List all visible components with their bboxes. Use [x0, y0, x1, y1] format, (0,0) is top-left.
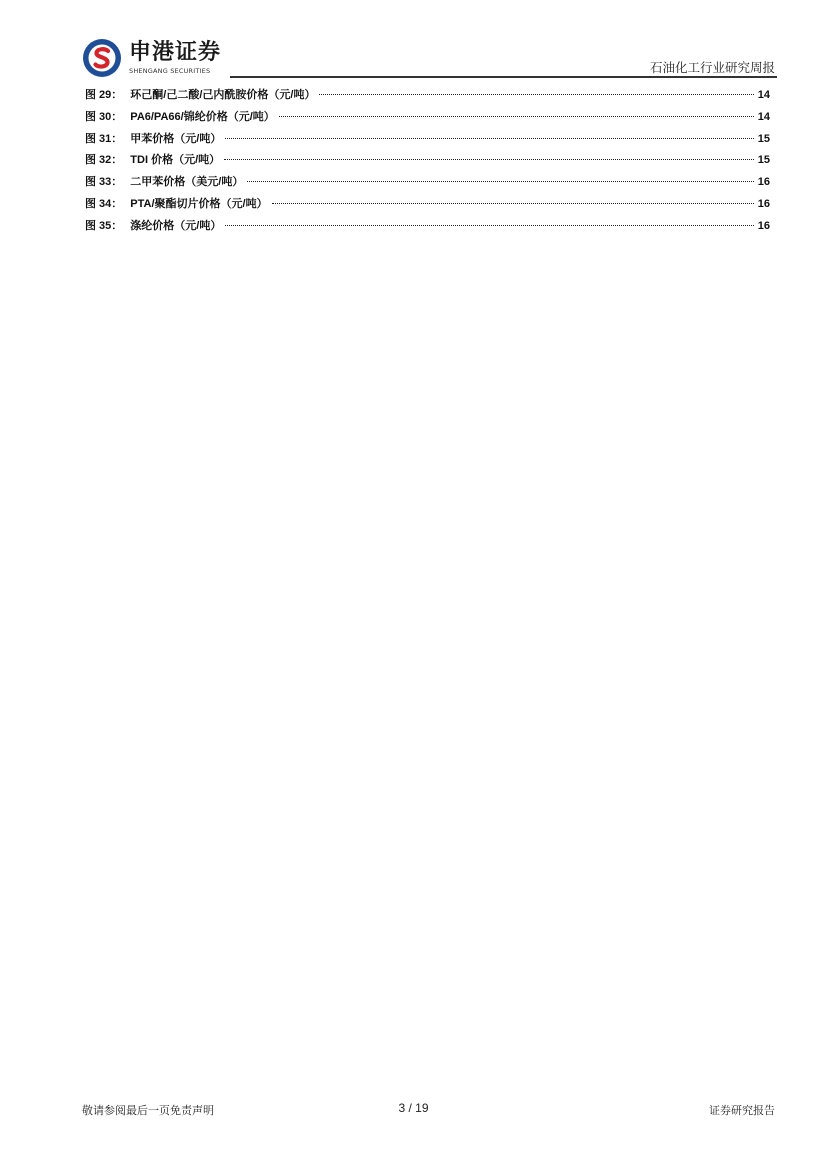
toc-page-number: 16 [757, 176, 770, 189]
toc-number: 图 33： [85, 176, 123, 189]
toc-number: 图 30： [85, 110, 123, 123]
toc-entry[interactable] [85, 197, 770, 219]
toc-number: 图 29： [85, 89, 123, 101]
toc-leader [224, 159, 754, 160]
toc-entry[interactable] [85, 132, 770, 154]
toc-number: 图 35： [85, 219, 123, 232]
toc-number: 图 34： [85, 197, 123, 210]
toc-page-number: 16 [757, 197, 770, 210]
toc-leader [225, 138, 753, 139]
toc-entry[interactable] [85, 88, 770, 110]
toc-entry[interactable] [85, 110, 770, 132]
report-title: 石油化工行业研究周报 [649, 60, 775, 75]
toc-leader [272, 203, 754, 204]
toc-entry[interactable] [85, 175, 770, 197]
brand-name: 申港证券 [129, 40, 222, 65]
toc-label: TDI 价格（元/吨） [130, 154, 221, 167]
header-divider [230, 76, 777, 78]
toc-page-number: 14 [757, 110, 770, 123]
page-header [0, 0, 827, 80]
toc-entry[interactable] [85, 219, 770, 241]
toc-label: 涤纶价格（元/吨） [130, 219, 222, 232]
toc-label: PA6/PA66/锦纶价格（元/吨） [130, 110, 275, 123]
disclaimer-note: 敬请参阅最后一页免责声明 [82, 1104, 214, 1117]
toc-page-number: 14 [757, 89, 770, 101]
toc-label: PTA/聚酯切片价格（元/吨） [130, 197, 268, 210]
report-type: 证券研究报告 [709, 1104, 775, 1117]
toc-leader [225, 225, 753, 226]
toc-leader [247, 181, 753, 182]
toc-entry[interactable] [85, 153, 770, 175]
toc-number: 图 31： [85, 132, 123, 145]
page-number: 3 / 19 [398, 1101, 429, 1115]
toc-label: 甲苯价格（元/吨） [130, 132, 222, 145]
toc-leader [319, 94, 753, 95]
figure-list [85, 88, 770, 241]
toc-leader [279, 116, 754, 117]
toc-number: 图 32： [85, 154, 123, 167]
toc-label: 二甲苯价格（美元/吨） [130, 176, 244, 189]
toc-page-number: 15 [757, 154, 770, 167]
toc-label: 环己酮/己二酸/己内酰胺价格（元/吨） [130, 89, 316, 101]
shengang-logo-icon [82, 38, 122, 78]
toc-page-number: 15 [757, 132, 770, 145]
toc-page-number: 16 [757, 219, 770, 232]
brand-name-english: SHENGANG SECURITIES [129, 67, 211, 75]
